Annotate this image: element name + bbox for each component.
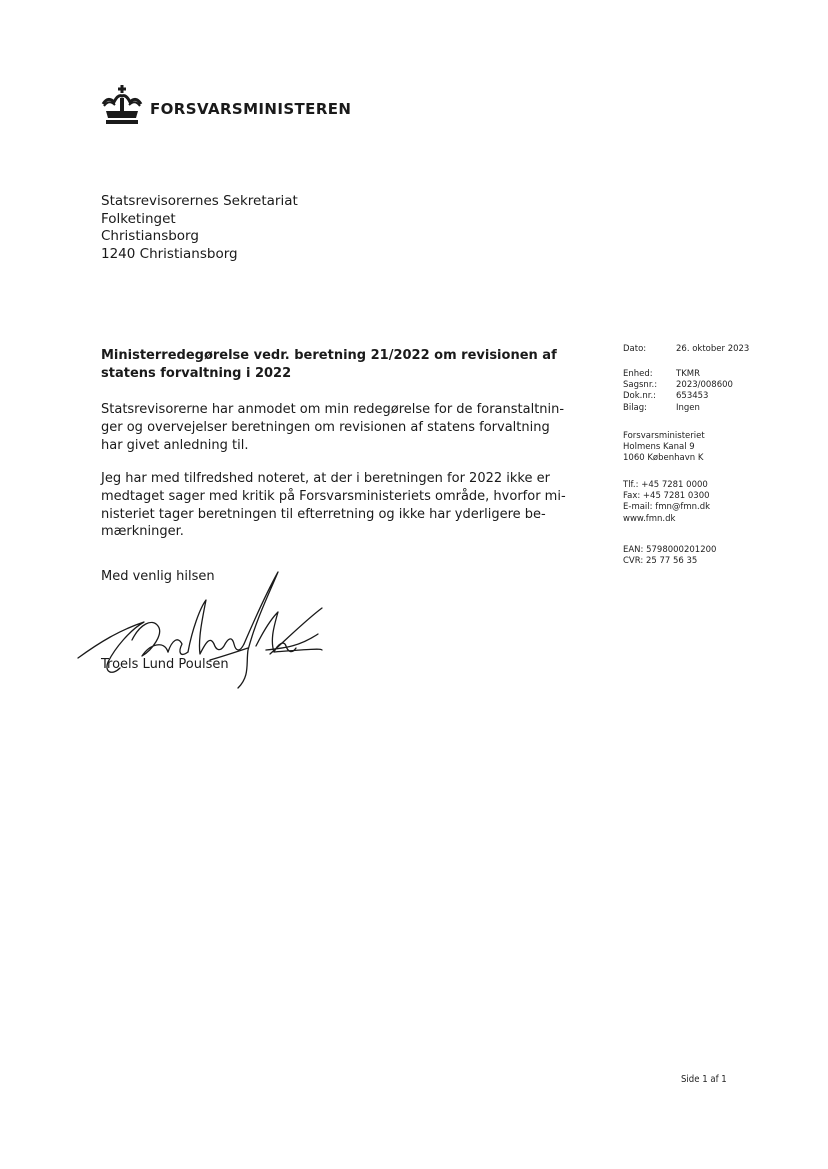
paragraph-2 <box>101 470 581 541</box>
subject-line: statens forvaltning i 2022 <box>101 366 292 381</box>
org-city: 1060 København K <box>623 453 704 464</box>
handwritten-signature <box>60 560 340 704</box>
recipient-line: 1240 Christiansborg <box>101 245 238 262</box>
fax: Fax: +45 7281 0300 <box>623 491 710 502</box>
closing-greeting: Med venlig hilsen <box>101 569 215 584</box>
paragraph-1 <box>101 401 581 454</box>
ean-number: EAN: 5798000201200 <box>623 545 717 555</box>
unit-label: Enhed: <box>623 369 653 379</box>
meta-case-info <box>623 369 733 414</box>
phone: Tlf.: +45 7281 0000 <box>623 480 708 490</box>
sender-contact <box>623 480 710 525</box>
doc-label: Dok.nr.: <box>623 391 657 402</box>
website: www.fmn.dk <box>623 513 676 524</box>
paragraph-line: Jeg har med tilfredshed noteret, at der i beretningen for 2022 ikke er <box>101 471 550 486</box>
paragraph-line: nisteriet tager beretningen til efterretning og ikke har yderligere be- <box>101 506 546 522</box>
case-label: Sagsnr.: <box>623 380 658 391</box>
sender-identifiers <box>623 545 716 567</box>
email: E-mail: fmn@fmn.dk <box>623 502 711 513</box>
letterhead-logo <box>100 84 351 126</box>
recipient-line: Christiansborg <box>101 228 199 244</box>
paragraph-line: har givet anledning til. <box>101 437 249 453</box>
unit-value: TKMR <box>676 369 701 379</box>
doc-value: 653453 <box>676 391 709 402</box>
attachment-label: Bilag: <box>623 402 648 413</box>
date-label: Dato: <box>623 344 647 354</box>
signer-name: Troels Lund Poulsen <box>101 657 229 672</box>
org-name: Forsvarsministeriet <box>623 431 705 441</box>
paragraph-line: ger og overvejelser beretningen om revisionen af statens forvaltning <box>101 419 550 435</box>
org-street: Holmens Kanal 9 <box>623 442 695 453</box>
sender-address <box>623 431 705 465</box>
paragraph-line: medtaget sager med kritik på Forsvarsministeriets område, hvorfor mi- <box>101 488 566 504</box>
paragraph-line: mærkninger. <box>101 524 184 540</box>
subject-line: Ministerredegørelse vedr. beretning 21/2022 om revisionen af <box>101 348 557 363</box>
crown-icon <box>100 84 144 126</box>
recipient-address <box>101 193 298 263</box>
page-number: Side 1 af 1 <box>681 1074 727 1085</box>
logo-text: FORSVARSMINISTEREN <box>150 100 352 118</box>
meta-date <box>623 344 749 355</box>
cvr-number: CVR: 25 77 56 35 <box>623 556 698 567</box>
date-value: 26. oktober 2023 <box>676 344 750 354</box>
case-value: 2023/008600 <box>676 380 733 391</box>
recipient-line: Statsrevisorernes Sekretariat <box>101 193 298 209</box>
paragraph-line: Statsrevisorerne har anmodet om min redegørelse for de foranstaltnin- <box>101 402 565 417</box>
recipient-line: Folketinget <box>101 210 176 227</box>
letter-subject <box>101 347 581 383</box>
attachment-value: Ingen <box>676 402 700 413</box>
